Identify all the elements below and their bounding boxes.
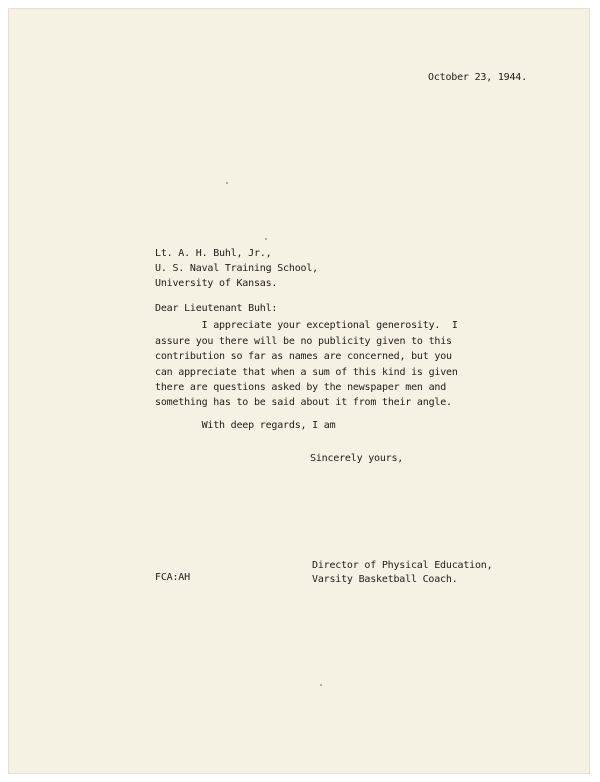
recipient-institution: University of Kansas.: [155, 278, 278, 289]
salutation: Dear Lieutenant Buhl:: [155, 303, 278, 314]
paper-speck: [226, 182, 228, 184]
paper-speck: [265, 238, 267, 240]
letter-date: October 23, 1944.: [428, 72, 527, 83]
body-line: can appreciate that when a sum of this kind is given: [155, 367, 458, 378]
signature-title: Director of Physical Education,: [312, 560, 493, 571]
recipient-name: Lt. A. H. Buhl, Jr.,: [155, 248, 272, 259]
body-line: there are questions asked by the newspaper men and: [155, 382, 447, 393]
paper-speck: [320, 684, 322, 686]
body-line: assure you there will be no publicity given to this: [155, 336, 452, 347]
recipient-organization: U. S. Naval Training School,: [155, 263, 318, 274]
reference-initials: FCA:AH: [155, 572, 190, 583]
body-line: contribution so far as names are concerned, but you: [155, 351, 452, 362]
body-line: something has to be said about it from their angle.: [155, 397, 452, 408]
regards-line: With deep regards, I am: [155, 420, 336, 431]
closing: Sincerely yours,: [310, 453, 404, 464]
body-line: I appreciate your exceptional generosity. I: [155, 320, 458, 331]
signature-title: Varsity Basketball Coach.: [312, 574, 458, 585]
